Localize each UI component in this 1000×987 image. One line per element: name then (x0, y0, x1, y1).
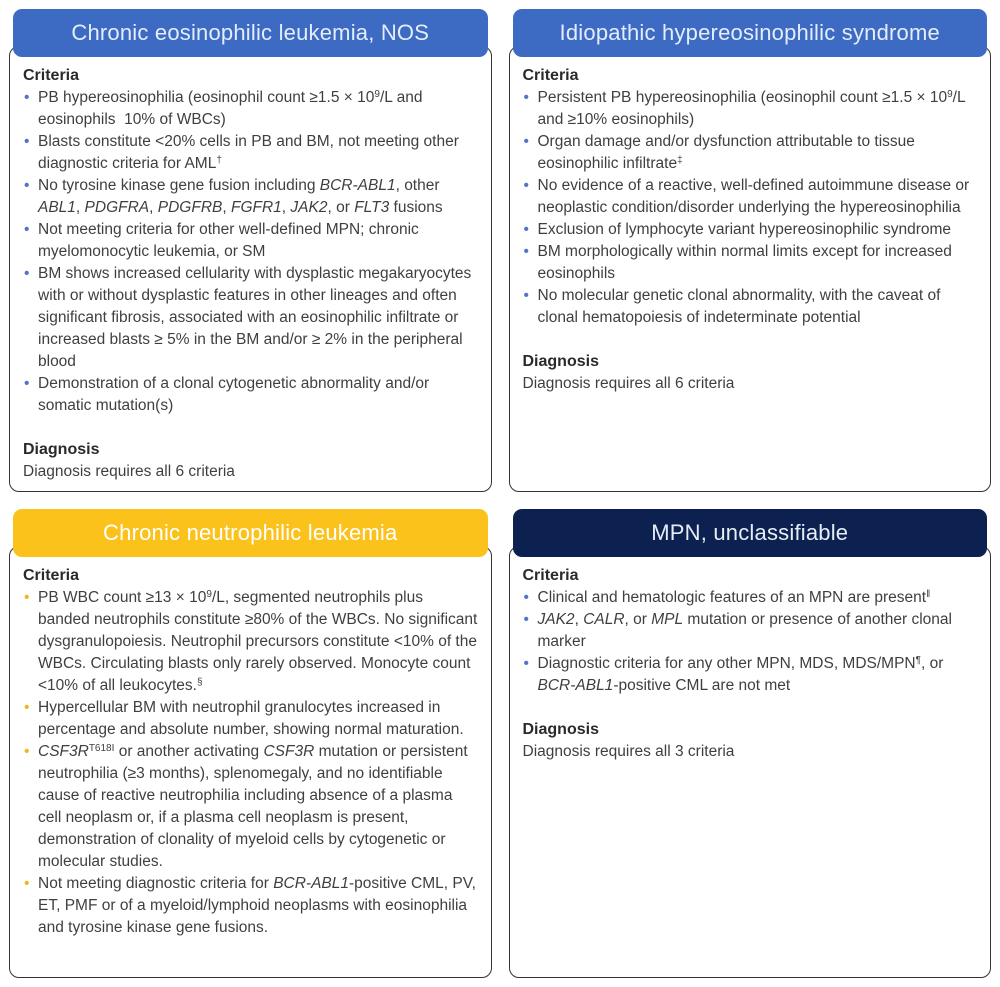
panel-body (509, 46, 992, 492)
criterion-item: • PB WBC count $\ge 13 \times 10^9/L$, segmented neutrophils plus banded neutrophils constitute ≥80% of the WBCs. No significant dysgranulopoiesis. Neutrophil precursors constitute <10% of the WBCs. Circulating blasts only rarely observed. Monocyte count <10% of all leukocytes.§ (23, 587, 478, 697)
panel-header (13, 9, 488, 57)
criterion-item: • PB hypereosinophilia (eosinophil count $\ge 1.5 \times 10^9/L$ and eosinophils 10% of WBCs) (23, 87, 478, 131)
criteria-heading: Criteria (522, 567, 579, 584)
criterion-item: • Persistent PB hypereosinophilia (eosinophil count $\ge 1.5 \times 10^9/L$ and ≥10% eosinophils) (523, 87, 978, 131)
diagnosis-heading: Diagnosis (522, 721, 599, 738)
diagnosis-heading: Diagnosis (522, 353, 599, 370)
criterion-item: • Hypercellular BM with neutrophil granulocytes increased in percentage and absolute number, showing normal maturation. (23, 697, 478, 741)
panel-idiopathic-hypereosinophilic-syndrome (509, 9, 992, 492)
criterion-item: • Exclusion of lymphocyte variant hypereosinophilic syndrome (523, 219, 978, 241)
panel-body (509, 546, 992, 978)
criteria-list (23, 87, 478, 417)
diagnosis-heading: Diagnosis (23, 441, 100, 458)
panel-header (13, 509, 488, 557)
diagnosis-text: Diagnosis requires all 6 criteria (23, 463, 235, 480)
panel-chronic-neutrophilic-leukemia (9, 509, 492, 978)
criterion-item: • $CSF3R^{T618I}$ or another activating CSF3R mutation or persistent neutrophilia (≥3 months), splenomegaly, and no identifiable cause of reactive neutrophilia including absence of a plasma cell neoplasm or, if a plasma cell neoplasm is present, demonstration of clonality of myeloid cells by cytogenetic or molecular studies. (23, 741, 478, 873)
criteria-heading: Criteria (23, 567, 80, 584)
panel-mpn-unclassifiable (509, 509, 992, 978)
criteria-heading: Criteria (23, 67, 80, 84)
panel-body (9, 46, 492, 492)
criterion-item: • Demonstration of a clonal cytogenetic abnormality and/or somatic mutation(s) (23, 373, 478, 417)
criterion-item: • Organ damage and/or dysfunction attributable to tissue eosinophilic infiltrate‡ (523, 131, 978, 175)
panel-header (513, 9, 988, 57)
criteria-list (523, 87, 978, 329)
criteria-list (23, 587, 478, 939)
criterion-item: • Diagnostic criteria for any other MPN, MDS, MDS/MPN¶, or BCR-ABL1-positive CML are not met (523, 653, 978, 697)
diagnosis-text: Diagnosis requires all 3 criteria (522, 743, 735, 760)
panel-title: Chronic neutrophilic leukemia (103, 520, 398, 545)
criterion-item: • No evidence of a reactive, well-defined autoimmune disease or neoplastic condition/disorder underlying the hypereosinophilia (523, 175, 978, 219)
criterion-item: • BM morphologically within normal limits except for increased eosinophils (523, 241, 978, 285)
criterion-item: • BM shows increased cellularity with dysplastic megakaryocytes with or without dysplastic features in other lineages and often significant fibrosis, associated with an eosinophilic infiltrate or increased blasts ≥ 5% in the BM and/or ≥ 2% in the peripheral blood (23, 263, 478, 373)
criterion-item: • JAK2, CALR, or MPL mutation or presence of another clonal marker (523, 609, 978, 653)
criteria-list (523, 587, 978, 697)
criterion-item: • Blasts constitute <20% cells in PB and BM, not meeting other diagnostic criteria for AML† (23, 131, 478, 175)
criterion-item: • No molecular genetic clonal abnormality, with the caveat of clonal hematopoiesis of indeterminate potential (523, 285, 978, 329)
criteria-heading: Criteria (522, 67, 579, 84)
panel-title: Chronic eosinophilic leukemia, NOS (71, 20, 430, 45)
criterion-item: • No tyrosine kinase gene fusion including BCR-ABL1, other ABL1, PDGFRA, PDGFRB, FGFR1, JAK2, or FLT3 fusions (23, 175, 478, 219)
diagnosis-text: Diagnosis requires all 6 criteria (522, 375, 735, 392)
criterion-item: • Clinical and hematologic features of an MPN are present‖ (523, 587, 978, 609)
criterion-item: • Not meeting criteria for other well-defined MPN; chronic myelomonocytic leukemia, or SM (23, 219, 478, 263)
panel-chronic-eosinophilic-leukemia-nos (9, 9, 492, 492)
panel-title: MPN, unclassifiable (651, 520, 849, 545)
panel-header (513, 509, 988, 557)
panel-body (9, 546, 492, 978)
criterion-item: • Not meeting diagnostic criteria for BCR-ABL1-positive CML, PV, ET, PMF or of a myeloid/lymphoid neoplasms with eosinophilia and tyrosine kinase gene fusions. (23, 873, 478, 939)
panel-title: Idiopathic hypereosinophilic syndrome (559, 20, 940, 45)
